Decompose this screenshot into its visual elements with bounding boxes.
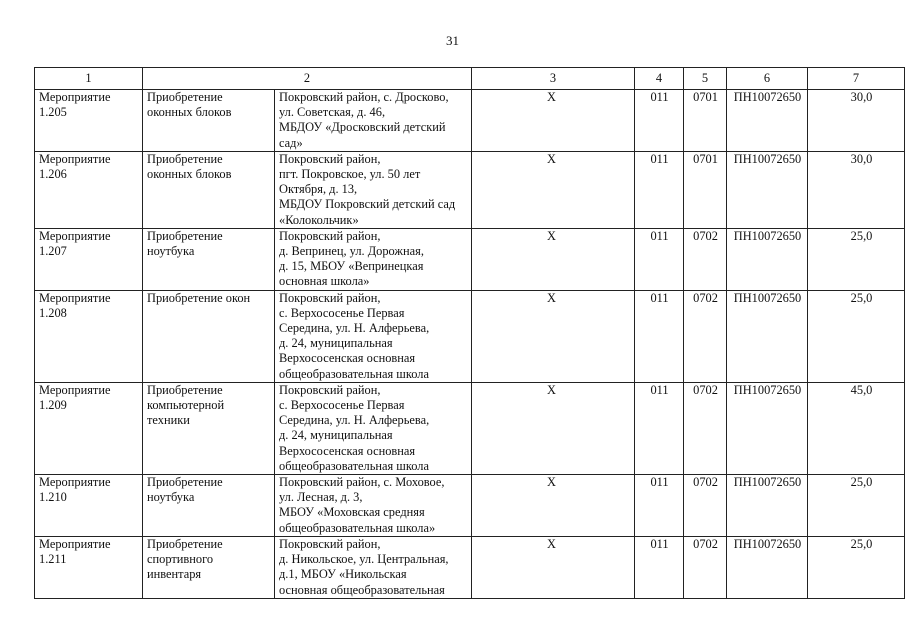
col3-cell: Х xyxy=(472,151,635,228)
address-cell: Покровский район, с. Верхососенье Первая Середина, ул. Н. Алферьева, д. 24, муниципальная Верхососенская основная общеобразовательная школа xyxy=(275,290,472,382)
name-cell: Приобретение ноутбука xyxy=(143,475,275,537)
col6-cell: ПН10072650 xyxy=(727,382,808,474)
table-body xyxy=(35,90,905,599)
col4-cell: 011 xyxy=(635,151,684,228)
event-cell: Мероприятие 1.210 xyxy=(35,475,143,537)
col4-cell: 011 xyxy=(635,90,684,152)
col5-cell: 0702 xyxy=(684,475,727,537)
col6-cell: ПН10072650 xyxy=(727,228,808,290)
col7-cell: 45,0 xyxy=(808,382,905,474)
event-cell: Мероприятие 1.206 xyxy=(35,151,143,228)
address-cell: Покровский район, с. Дросково, ул. Советская, д. 46, МБДОУ «Дросковский детский сад» xyxy=(275,90,472,152)
event-cell: Мероприятие 1.207 xyxy=(35,228,143,290)
col4-cell: 011 xyxy=(635,475,684,537)
table-row xyxy=(35,90,905,152)
event-cell: Мероприятие 1.211 xyxy=(35,536,143,598)
col3-cell: Х xyxy=(472,290,635,382)
col5-cell: 0701 xyxy=(684,90,727,152)
col6-cell: ПН10072650 xyxy=(727,475,808,537)
col7-cell: 25,0 xyxy=(808,290,905,382)
col5-cell: 0702 xyxy=(684,290,727,382)
address-cell: Покровский район, с. Верхососенье Первая Середина, ул. Н. Алферьева, д. 24, муниципальная Верхососенская основная общеобразовательная школа xyxy=(275,382,472,474)
col6-cell: ПН10072650 xyxy=(727,151,808,228)
table-row xyxy=(35,151,905,228)
col3-cell: Х xyxy=(472,90,635,152)
col6-cell: ПН10072650 xyxy=(727,536,808,598)
event-cell: Мероприятие 1.208 xyxy=(35,290,143,382)
address-cell: Покровский район, пгт. Покровское, ул. 50 лет Октября, д. 13, МБДОУ Покровский детский сад «Колокольчик» xyxy=(275,151,472,228)
name-cell: Приобретение компьютерной техники xyxy=(143,382,275,474)
header-col-2: 2 xyxy=(143,68,472,90)
table-row xyxy=(35,290,905,382)
table-row xyxy=(35,382,905,474)
budget-table xyxy=(34,67,905,599)
col7-cell: 30,0 xyxy=(808,90,905,152)
col7-cell: 25,0 xyxy=(808,228,905,290)
col3-cell: Х xyxy=(472,382,635,474)
event-cell: Мероприятие 1.209 xyxy=(35,382,143,474)
name-cell: Приобретение ноутбука xyxy=(143,228,275,290)
col5-cell: 0702 xyxy=(684,382,727,474)
header-col-4: 4 xyxy=(635,68,684,90)
header-col-7: 7 xyxy=(808,68,905,90)
address-cell: Покровский район, д. Никольское, ул. Центральная, д.1, МБОУ «Никольская основная общеобразовательная xyxy=(275,536,472,598)
page-number: 31 xyxy=(446,33,459,48)
col6-cell: ПН10072650 xyxy=(727,90,808,152)
col6-cell: ПН10072650 xyxy=(727,290,808,382)
name-cell: Приобретение спортивного инвентаря xyxy=(143,536,275,598)
table-row xyxy=(35,228,905,290)
table-row xyxy=(35,536,905,598)
col3-cell: Х xyxy=(472,475,635,537)
col7-cell: 30,0 xyxy=(808,151,905,228)
col7-cell: 25,0 xyxy=(808,536,905,598)
col5-cell: 0702 xyxy=(684,228,727,290)
col7-cell: 25,0 xyxy=(808,475,905,537)
col4-cell: 011 xyxy=(635,536,684,598)
address-cell: Покровский район, д. Вепринец, ул. Дорожная, д. 15, МБОУ «Вепринецкая основная школа» xyxy=(275,228,472,290)
table-row xyxy=(35,475,905,537)
table-header-row xyxy=(35,68,905,90)
event-cell: Мероприятие 1.205 xyxy=(35,90,143,152)
name-cell: Приобретение окон xyxy=(143,290,275,382)
header-col-3: 3 xyxy=(472,68,635,90)
name-cell: Приобретение оконных блоков xyxy=(143,151,275,228)
header-col-6: 6 xyxy=(727,68,808,90)
header-col-1: 1 xyxy=(35,68,143,90)
col5-cell: 0701 xyxy=(684,151,727,228)
col5-cell: 0702 xyxy=(684,536,727,598)
name-cell: Приобретение оконных блоков xyxy=(143,90,275,152)
col3-cell: Х xyxy=(472,228,635,290)
col3-cell: Х xyxy=(472,536,635,598)
address-cell: Покровский район, с. Моховое, ул. Лесная, д. 3, МБОУ «Моховская средняя общеобразовательная школа» xyxy=(275,475,472,537)
col4-cell: 011 xyxy=(635,228,684,290)
col4-cell: 011 xyxy=(635,290,684,382)
header-col-5: 5 xyxy=(684,68,727,90)
col4-cell: 011 xyxy=(635,382,684,474)
